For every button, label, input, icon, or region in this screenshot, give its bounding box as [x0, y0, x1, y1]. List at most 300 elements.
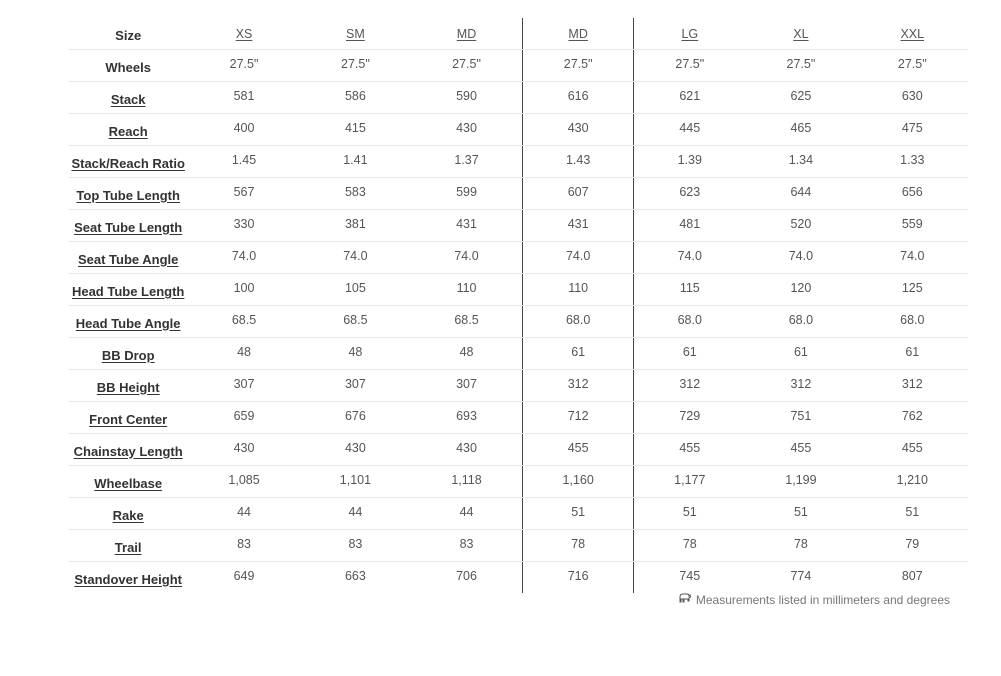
- value-cell: [300, 82, 411, 114]
- cell-value: 110: [568, 280, 589, 295]
- value-cell: [857, 402, 968, 434]
- cell-value: 415: [344, 120, 366, 135]
- value-cell: [634, 402, 745, 434]
- cell-value: 623: [679, 184, 701, 199]
- value-cell: [857, 434, 968, 466]
- cell-value: 83: [459, 536, 474, 551]
- value-cell: [634, 82, 745, 114]
- size-header-md-2[interactable]: MD: [522, 18, 633, 50]
- cell-value: 621: [679, 88, 701, 103]
- size-header-xl[interactable]: XL: [745, 18, 856, 50]
- table-row: [68, 274, 968, 306]
- row-label[interactable]: Head Tube Length: [71, 283, 185, 299]
- value-cell: [522, 146, 633, 178]
- value-cell: [634, 498, 745, 530]
- cell-value: 581: [233, 88, 255, 103]
- value-cell: [522, 82, 633, 114]
- value-cell: [411, 402, 522, 434]
- cell-value: 1,160: [562, 472, 594, 487]
- row-label-cell[interactable]: [68, 338, 188, 370]
- row-label-cell[interactable]: [68, 306, 188, 338]
- value-cell: [300, 530, 411, 562]
- table-row: [68, 82, 968, 114]
- cell-value: 656: [901, 184, 923, 199]
- value-cell: [857, 274, 968, 306]
- value-cell: [188, 402, 299, 434]
- cell-value: 68.0: [677, 312, 702, 327]
- cell-value: 1,210: [896, 472, 928, 487]
- value-cell: [745, 370, 856, 402]
- value-cell: [745, 402, 856, 434]
- table-row: [68, 498, 968, 530]
- table-row: [68, 530, 968, 562]
- cell-value: 51: [571, 504, 586, 519]
- cell-value: 644: [790, 184, 812, 199]
- cell-value: 712: [567, 408, 589, 423]
- table-row: [68, 146, 968, 178]
- table-row: [68, 242, 968, 274]
- value-cell: [745, 210, 856, 242]
- value-cell: [745, 82, 856, 114]
- cell-value: 745: [679, 568, 701, 583]
- value-cell: [857, 50, 968, 82]
- cell-value: 74.0: [231, 248, 257, 263]
- cell-value: 659: [233, 408, 255, 423]
- value-cell: [300, 498, 411, 530]
- cell-value: 312: [567, 376, 589, 391]
- cell-value: 1,085: [228, 472, 260, 487]
- value-cell: [745, 530, 856, 562]
- row-label[interactable]: Head Tube Angle: [75, 315, 181, 331]
- cell-value: 430: [456, 120, 477, 135]
- row-label-cell[interactable]: [68, 498, 188, 530]
- row-label-cell[interactable]: [68, 146, 188, 178]
- cell-value: 61: [905, 344, 920, 359]
- cell-value: 729: [679, 408, 701, 423]
- cell-value: 381: [344, 216, 366, 231]
- row-label[interactable]: Wheelbase: [94, 475, 163, 491]
- table-row: [68, 402, 968, 434]
- value-cell: [857, 114, 968, 146]
- cell-value: 120: [790, 280, 812, 295]
- value-cell: [188, 338, 299, 370]
- cell-value: 307: [344, 376, 366, 391]
- value-cell: [411, 338, 522, 370]
- value-cell: [188, 146, 299, 178]
- value-cell: [634, 466, 745, 498]
- cell-value: 762: [901, 408, 923, 423]
- cell-value: 1,101: [339, 472, 372, 487]
- value-cell: [634, 370, 745, 402]
- value-cell: [634, 274, 745, 306]
- cell-value: 78: [682, 536, 697, 551]
- value-cell: [857, 466, 968, 498]
- row-label-cell[interactable]: [68, 82, 188, 114]
- size-header-xs[interactable]: XS: [188, 18, 299, 50]
- row-label-cell[interactable]: [68, 178, 188, 210]
- cell-value: 567: [233, 184, 255, 199]
- row-label[interactable]: Seat Tube Length: [74, 219, 183, 235]
- cell-value: 616: [567, 88, 589, 103]
- value-cell: [411, 146, 522, 178]
- table-row: [68, 562, 968, 594]
- table-row: [68, 370, 968, 402]
- footnote-text: Measurements listed in millimeters and degrees: [695, 592, 950, 607]
- value-cell: [300, 146, 411, 178]
- value-cell: [857, 498, 968, 530]
- value-cell: [188, 434, 299, 466]
- value-cell: [188, 114, 299, 146]
- row-label[interactable]: Stack/Reach Ratio: [71, 155, 185, 171]
- cell-value: 79: [905, 536, 920, 551]
- value-cell: [300, 210, 411, 242]
- cell-value: 430: [456, 440, 477, 455]
- value-cell: [634, 50, 745, 82]
- value-cell: [634, 530, 745, 562]
- cell-value: 48: [237, 344, 251, 359]
- value-cell: [300, 242, 411, 274]
- row-label[interactable]: Seat Tube Angle: [77, 251, 179, 267]
- value-cell: [188, 178, 299, 210]
- cell-value: 51: [905, 504, 920, 519]
- value-cell: [300, 466, 411, 498]
- cell-value: 83: [237, 536, 251, 551]
- size-header-label: Size: [68, 18, 188, 50]
- value-cell: [411, 210, 522, 242]
- value-cell: [857, 242, 968, 274]
- row-label-cell[interactable]: [68, 466, 188, 498]
- value-cell: [411, 82, 522, 114]
- value-cell: [745, 306, 856, 338]
- value-cell: [411, 370, 522, 402]
- cell-value: 51: [793, 504, 808, 519]
- cell-value: 68.0: [788, 312, 814, 327]
- row-label[interactable]: Rake: [112, 507, 144, 523]
- cell-value: 44: [237, 504, 251, 519]
- cell-value: 1.34: [788, 152, 814, 167]
- row-label[interactable]: Chainstay Length: [73, 443, 183, 459]
- value-cell: [300, 178, 411, 210]
- cell-value: 312: [790, 376, 812, 391]
- cell-value: 1.33: [900, 152, 925, 167]
- cell-value: 27.5": [786, 56, 816, 71]
- value-cell: [745, 146, 856, 178]
- value-cell: [411, 530, 522, 562]
- cell-value: 663: [344, 568, 366, 583]
- cell-value: 455: [567, 440, 589, 455]
- value-cell: [188, 562, 299, 594]
- cell-value: 455: [901, 440, 923, 455]
- value-cell: [188, 242, 299, 274]
- value-cell: [522, 370, 633, 402]
- value-cell: [188, 274, 299, 306]
- cell-value: 74.0: [343, 248, 368, 263]
- value-cell: [522, 306, 633, 338]
- cell-value: 100: [233, 280, 255, 295]
- value-cell: [745, 466, 856, 498]
- value-cell: [745, 274, 856, 306]
- cell-value: 48: [459, 344, 474, 359]
- footnote: [678, 591, 950, 608]
- value-cell: [522, 210, 633, 242]
- cell-value: 1.39: [677, 152, 702, 167]
- row-label[interactable]: Stack: [110, 91, 146, 107]
- cell-value: 74.0: [454, 248, 479, 263]
- table-header-row: [68, 18, 968, 50]
- size-header-md[interactable]: MD: [411, 18, 522, 50]
- value-cell: [411, 178, 522, 210]
- cell-value: 68.0: [900, 312, 925, 327]
- value-cell: [634, 338, 745, 370]
- value-cell: [188, 498, 299, 530]
- cell-value: 27.5": [229, 56, 259, 71]
- value-cell: [188, 210, 299, 242]
- cell-value: 27.5": [897, 56, 927, 71]
- cell-value: 431: [456, 216, 477, 231]
- cell-value: 44: [459, 504, 474, 519]
- cell-value: 693: [456, 408, 477, 423]
- cell-value: 110: [456, 280, 477, 295]
- cell-value: 61: [682, 344, 697, 359]
- cell-value: 61: [793, 344, 808, 359]
- cell-value: 400: [233, 120, 255, 135]
- cell-value: 115: [679, 280, 700, 295]
- value-cell: [857, 210, 968, 242]
- cell-value: 430: [567, 120, 589, 135]
- value-cell: [411, 498, 522, 530]
- cell-value: 455: [679, 440, 701, 455]
- value-cell: [522, 242, 633, 274]
- geometry-table: [68, 18, 968, 593]
- cell-value: 61: [571, 344, 586, 359]
- row-label-cell[interactable]: [68, 530, 188, 562]
- value-cell: [522, 466, 633, 498]
- table-row: [68, 466, 968, 498]
- cell-value: 590: [456, 88, 477, 103]
- row-label[interactable]: Top Tube Length: [76, 187, 180, 203]
- value-cell: [745, 434, 856, 466]
- cell-value: 68.5: [343, 312, 368, 327]
- cell-value: 125: [901, 280, 923, 295]
- cell-value: 27.5": [452, 56, 481, 71]
- size-header-sm[interactable]: SM: [300, 18, 411, 50]
- value-cell: [300, 434, 411, 466]
- cell-value: 1.45: [231, 152, 257, 167]
- table-row: [68, 306, 968, 338]
- geometry-table-container: [68, 18, 968, 593]
- value-cell: [522, 498, 633, 530]
- cell-value: 74.0: [565, 248, 591, 263]
- cell-value: 48: [348, 344, 363, 359]
- cell-value: 599: [456, 184, 477, 199]
- value-cell: [411, 306, 522, 338]
- size-header-lg[interactable]: LG: [634, 18, 745, 50]
- cell-value: 307: [233, 376, 255, 391]
- cell-value: 27.5": [563, 56, 593, 71]
- value-cell: [411, 242, 522, 274]
- cell-value: 430: [344, 440, 366, 455]
- row-label-cell[interactable]: [68, 402, 188, 434]
- cell-value: 625: [790, 88, 812, 103]
- value-cell: [188, 50, 299, 82]
- cell-value: 307: [456, 376, 477, 391]
- cell-value: 1.43: [565, 152, 591, 167]
- cell-value: 630: [901, 88, 923, 103]
- value-cell: [522, 178, 633, 210]
- value-cell: [634, 210, 745, 242]
- cell-value: 607: [567, 184, 589, 199]
- row-label[interactable]: Trail: [114, 539, 142, 555]
- cell-value: 1,118: [451, 472, 482, 487]
- cell-value: 431: [567, 216, 589, 231]
- cell-value: 716: [567, 568, 589, 583]
- value-cell: [745, 562, 856, 594]
- value-cell: [634, 242, 745, 274]
- cell-value: 583: [344, 184, 366, 199]
- value-cell: [300, 370, 411, 402]
- cell-value: 74.0: [788, 248, 814, 263]
- cell-value: 44: [348, 504, 363, 519]
- value-cell: [522, 338, 633, 370]
- value-cell: [188, 370, 299, 402]
- value-cell: [522, 274, 633, 306]
- row-label-cell[interactable]: [68, 562, 188, 594]
- value-cell: [522, 562, 633, 594]
- value-cell: [634, 562, 745, 594]
- row-label-cell[interactable]: [68, 434, 188, 466]
- cell-value: 74.0: [677, 248, 702, 263]
- cell-value: 312: [679, 376, 701, 391]
- row-label[interactable]: BB Drop: [101, 347, 155, 363]
- table-row: [68, 114, 968, 146]
- value-cell: [634, 146, 745, 178]
- value-cell: [745, 242, 856, 274]
- cell-value: 807: [901, 568, 923, 583]
- value-cell: [522, 114, 633, 146]
- row-label-cell[interactable]: [68, 242, 188, 274]
- cell-value: 27.5": [341, 56, 370, 71]
- row-label-cell[interactable]: [68, 114, 188, 146]
- value-cell: [857, 306, 968, 338]
- value-cell: [634, 178, 745, 210]
- value-cell: [300, 274, 411, 306]
- value-cell: [857, 82, 968, 114]
- value-cell: [300, 562, 411, 594]
- value-cell: [745, 498, 856, 530]
- value-cell: [300, 306, 411, 338]
- row-label: Wheels: [105, 59, 151, 75]
- table-row: [68, 50, 968, 82]
- value-cell: [634, 306, 745, 338]
- value-cell: [745, 338, 856, 370]
- value-cell: [634, 434, 745, 466]
- cell-value: 475: [901, 120, 923, 135]
- cell-value: 68.0: [565, 312, 591, 327]
- value-cell: [300, 338, 411, 370]
- value-cell: [300, 402, 411, 434]
- value-cell: [522, 530, 633, 562]
- table-row: [68, 338, 968, 370]
- row-label[interactable]: Reach: [108, 123, 148, 139]
- cell-value: 68.5: [454, 312, 479, 327]
- cell-value: 520: [790, 216, 812, 231]
- cell-value: 1.37: [454, 152, 479, 167]
- cell-value: 559: [901, 216, 923, 231]
- row-label-cell[interactable]: [68, 274, 188, 306]
- value-cell: [745, 178, 856, 210]
- value-cell: [188, 82, 299, 114]
- value-cell: [188, 466, 299, 498]
- table-row: [68, 178, 968, 210]
- value-cell: [745, 114, 856, 146]
- cell-value: 586: [344, 88, 366, 103]
- size-header-xxl[interactable]: XXL: [857, 18, 968, 50]
- cell-value: 312: [901, 376, 923, 391]
- value-cell: [857, 146, 968, 178]
- value-cell: [857, 370, 968, 402]
- cell-value: 330: [233, 216, 255, 231]
- value-cell: [300, 50, 411, 82]
- row-label-cell[interactable]: [68, 210, 188, 242]
- value-cell: [634, 114, 745, 146]
- animal-icon: [678, 591, 692, 608]
- value-cell: [188, 306, 299, 338]
- value-cell: [188, 530, 299, 562]
- cell-value: 74.0: [900, 248, 925, 263]
- cell-value: 676: [344, 408, 366, 423]
- cell-value: 78: [571, 536, 586, 551]
- row-label[interactable]: Front Center: [89, 411, 168, 427]
- cell-value: 27.5": [675, 56, 705, 71]
- cell-value: 706: [456, 568, 477, 583]
- cell-value: 1.41: [343, 152, 368, 167]
- cell-value: 68.5: [231, 312, 257, 327]
- value-cell: [411, 114, 522, 146]
- table-row: [68, 434, 968, 466]
- value-cell: [522, 50, 633, 82]
- value-cell: [857, 178, 968, 210]
- cell-value: 445: [679, 120, 701, 135]
- value-cell: [411, 562, 522, 594]
- value-cell: [857, 338, 968, 370]
- cell-value: 481: [679, 216, 701, 231]
- table-body: [68, 50, 968, 594]
- cell-value: 83: [348, 536, 363, 551]
- table-row: [68, 210, 968, 242]
- cell-value: 455: [790, 440, 812, 455]
- cell-value: 105: [344, 280, 366, 295]
- cell-value: 51: [682, 504, 697, 519]
- cell-value: 1,199: [785, 472, 817, 487]
- cell-value: 1,177: [674, 472, 706, 487]
- cell-value: 465: [790, 120, 812, 135]
- row-label-cell: [68, 50, 188, 82]
- row-label[interactable]: Standover Height: [74, 571, 182, 587]
- value-cell: [522, 402, 633, 434]
- value-cell: [411, 274, 522, 306]
- cell-value: 430: [233, 440, 255, 455]
- value-cell: [300, 114, 411, 146]
- value-cell: [411, 466, 522, 498]
- row-label[interactable]: BB Height: [96, 379, 160, 395]
- row-label-cell[interactable]: [68, 370, 188, 402]
- value-cell: [411, 50, 522, 82]
- cell-value: 78: [793, 536, 808, 551]
- cell-value: 751: [790, 408, 812, 423]
- value-cell: [857, 562, 968, 594]
- value-cell: [522, 434, 633, 466]
- value-cell: [411, 434, 522, 466]
